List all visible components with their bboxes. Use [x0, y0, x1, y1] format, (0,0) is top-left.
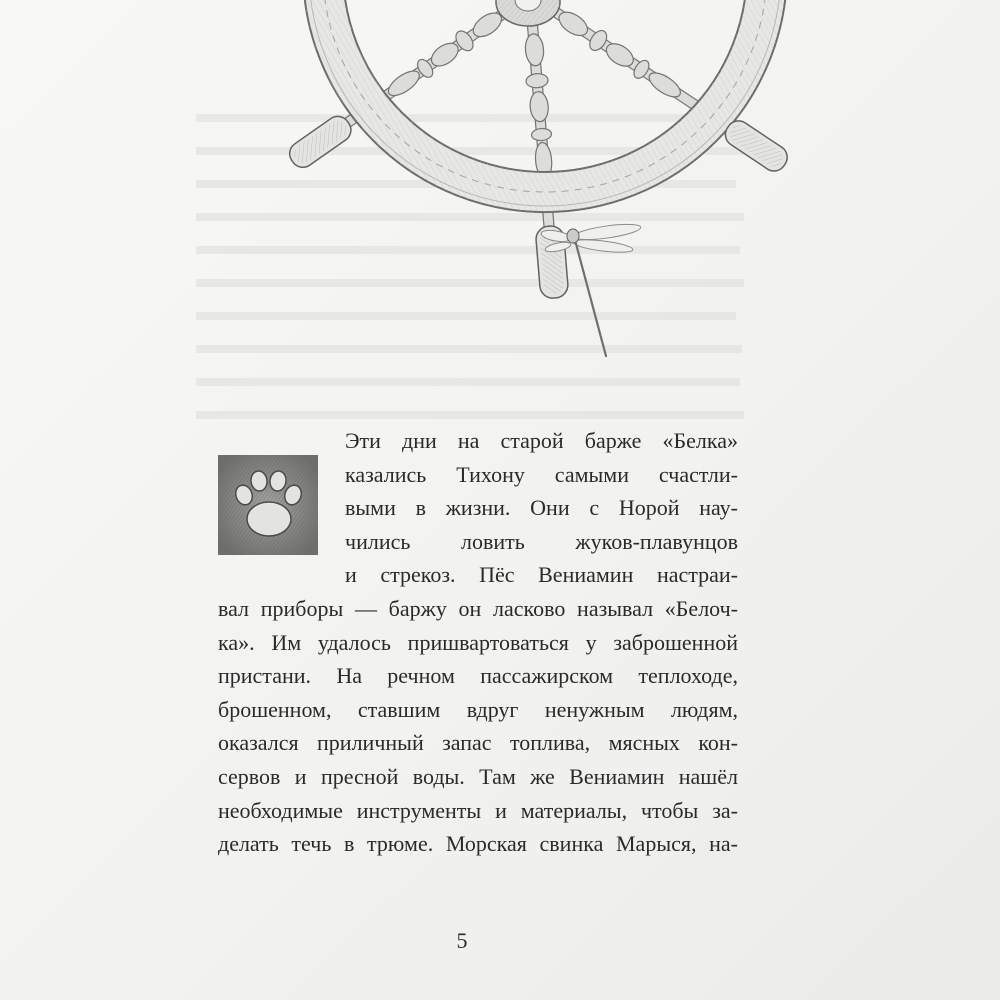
wheel-hub — [496, 0, 560, 26]
left-handle — [285, 112, 356, 172]
text-line: необходимые инструменты и материалы, чтобы за- — [218, 797, 738, 823]
text-line: чились ловить жуков-плавунцов — [345, 528, 738, 554]
body-text — [218, 424, 738, 861]
text-line: Эти дни на старой барже «Белка» — [345, 428, 738, 453]
text-line: ка». Им удалось пришвартоваться у заброшенной — [218, 629, 738, 655]
text-line: делать течь в трюме. Морская свинка Марыся, на- — [218, 831, 738, 857]
page-number: 5 — [456, 928, 468, 953]
right-handle — [721, 116, 792, 175]
text-line: и стрекоз. Пёс Вениамин настраи- — [345, 562, 738, 588]
text-line: пристани. На речном пассажирском теплоходе, — [218, 663, 738, 689]
ship-wheel-icon — [0, 0, 1000, 380]
text-line: сервов и пресной воды. Там же Вениамин нашёл — [218, 763, 738, 789]
text-line: выми в жизни. Они с Норой нау- — [345, 495, 738, 521]
text-line: оказался приличный запас топлива, мясных кон- — [218, 730, 738, 756]
text-line: вал приборы — баржу он ласково называл «Белоч- — [218, 595, 738, 621]
ghost-line — [196, 411, 744, 419]
text-line: казались Тихону самыми счастли- — [345, 461, 738, 487]
text-line: брошенном, ставшим вдруг ненужным людям, — [218, 696, 738, 722]
